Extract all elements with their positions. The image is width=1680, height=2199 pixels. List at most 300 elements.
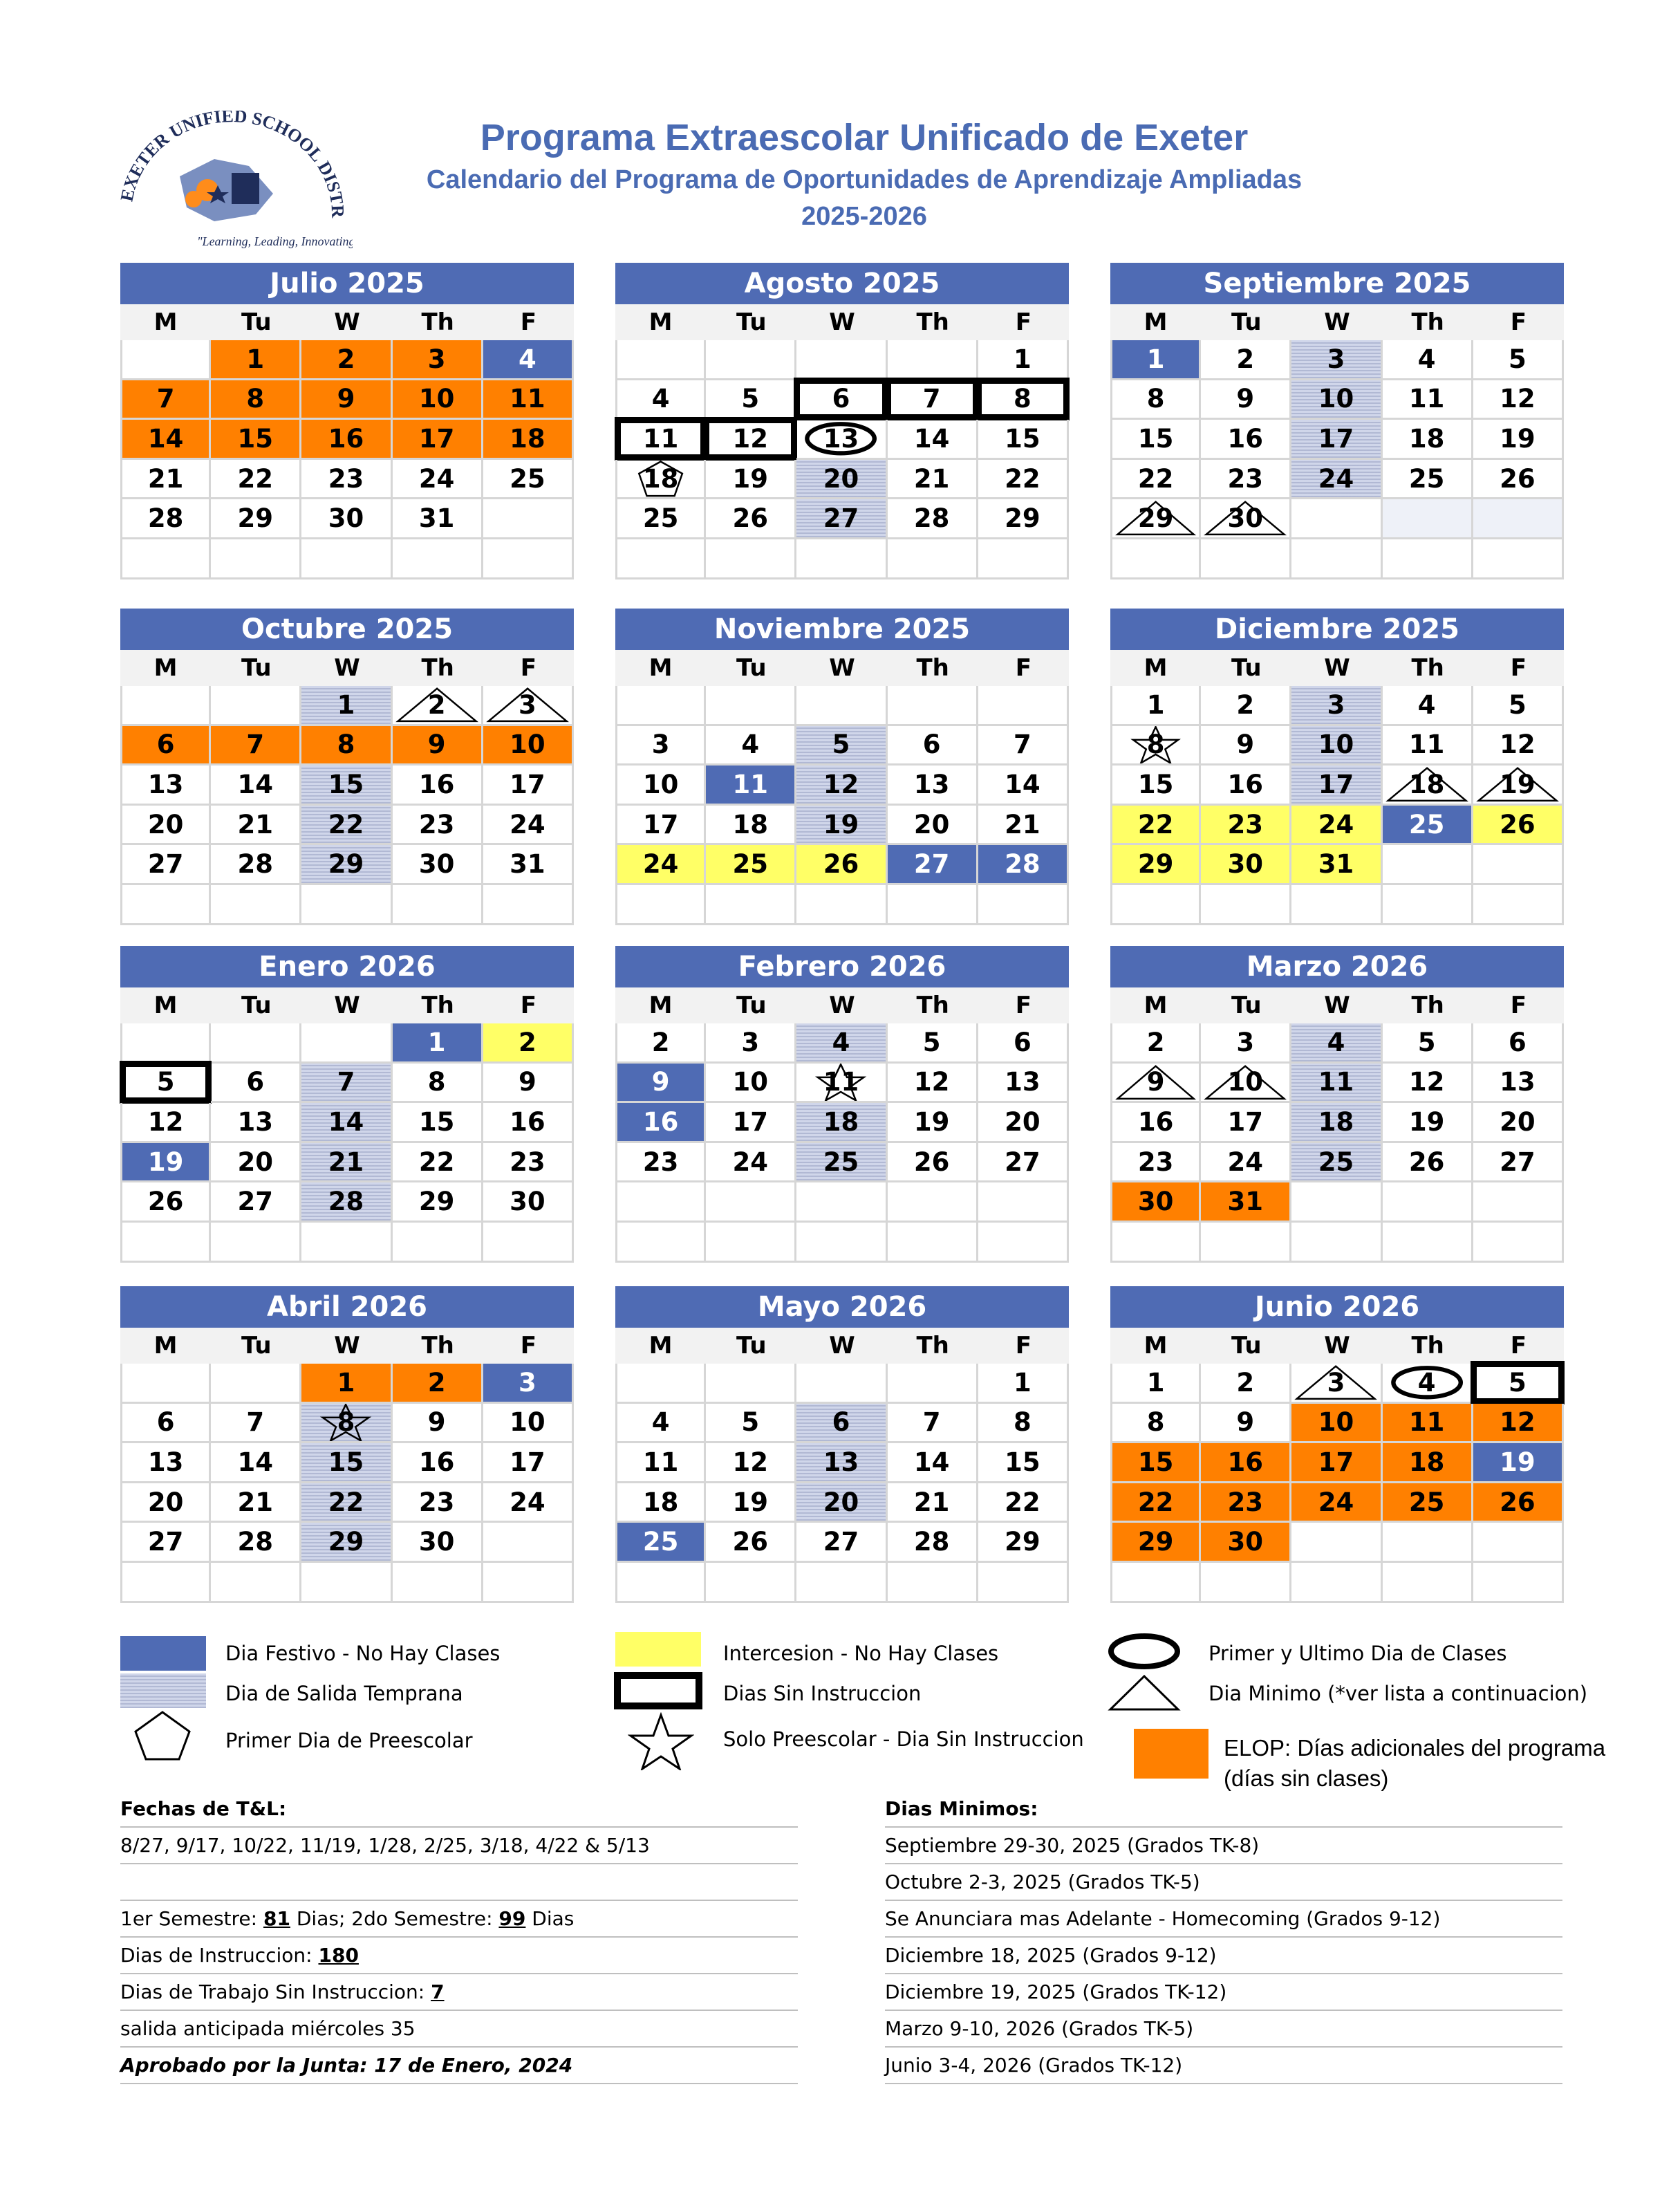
month-title: Agosto 2025 (615, 263, 1069, 304)
weekday-header: Th (393, 1328, 483, 1364)
weekday-header: W (796, 304, 887, 340)
day-cell: 8 (1110, 726, 1201, 766)
weekday-header: M (120, 650, 211, 686)
day-cell: 5 (706, 380, 796, 420)
month-calendar (615, 263, 1069, 579)
day-cell: 2 (393, 686, 483, 726)
empty-cell (615, 1364, 706, 1404)
day-cell: 15 (393, 1103, 483, 1143)
day-cell: 17 (483, 766, 574, 806)
month-calendar (120, 263, 574, 579)
intersession-swatch (615, 1632, 701, 1667)
day-cell: 29 (1110, 1523, 1201, 1563)
weekday-header: M (615, 304, 706, 340)
triangle-icon (1106, 1672, 1182, 1714)
day-cell: 24 (1291, 806, 1382, 846)
tl-dates: 8/27, 9/17, 10/22, 11/19, 1/28, 2/25, 3/18, 4/22 & 5/13 (120, 1828, 798, 1864)
day-cell: 15 (1110, 420, 1201, 460)
day-cell: 10 (483, 726, 574, 766)
day-cell: 13 (888, 766, 978, 806)
empty-cell (615, 1223, 706, 1263)
day-cell: 12 (1473, 1404, 1564, 1444)
day-cell: 2 (615, 1023, 706, 1064)
day-cell: 8 (301, 1404, 392, 1444)
day-cell: 17 (615, 806, 706, 846)
approved-note: Aprobado por la Junta: 17 de Enero, 2024 (120, 2048, 798, 2084)
day-cell: 24 (1201, 1143, 1291, 1183)
day-cell: 24 (706, 1143, 796, 1183)
weekday-header: F (1473, 304, 1564, 340)
month-calendar (1110, 609, 1564, 925)
day-cell: 4 (1383, 340, 1473, 380)
day-cell: 6 (120, 1404, 211, 1444)
weekday-header: M (120, 304, 211, 340)
empty-cell (978, 885, 1069, 925)
day-cell: 26 (796, 845, 887, 885)
weekday-header: Th (1383, 987, 1473, 1023)
empty-cell (1473, 539, 1564, 579)
empty-cell (1110, 885, 1201, 925)
month-title: Junio 2026 (1110, 1286, 1564, 1328)
day-cell: 12 (706, 1443, 796, 1483)
day-cell: 7 (978, 726, 1069, 766)
day-cell: 3 (706, 1023, 796, 1064)
day-cell: 5 (888, 1023, 978, 1064)
day-cell: 16 (393, 766, 483, 806)
day-cell: 23 (1201, 806, 1291, 846)
minimum-days-list (885, 1791, 1562, 2084)
school-year: 2025-2026 (801, 202, 927, 231)
weekday-header: Th (393, 650, 483, 686)
day-cell: 4 (706, 726, 796, 766)
weekday-header: F (978, 987, 1069, 1023)
empty-cell (615, 1182, 706, 1223)
empty-cell (706, 539, 796, 579)
day-cell: 9 (1201, 726, 1291, 766)
day-cell: 23 (1110, 1143, 1201, 1183)
day-cell: 21 (888, 1483, 978, 1523)
day-cell: 5 (1473, 686, 1564, 726)
day-cell: 2 (1110, 1023, 1201, 1064)
empty-cell (393, 1223, 483, 1263)
empty-cell (706, 686, 796, 726)
day-cell: 3 (1201, 1023, 1291, 1064)
day-cell: 24 (483, 806, 574, 846)
empty-cell (120, 1563, 211, 1603)
day-cell: 2 (301, 340, 392, 380)
day-cell: 30 (483, 1182, 574, 1223)
weekday-header: W (796, 650, 887, 686)
day-cell: 20 (978, 1103, 1069, 1143)
day-cell: 29 (301, 1523, 392, 1563)
blank-row (120, 1864, 798, 1901)
empty-cell (1473, 1523, 1564, 1563)
legend-preschool: Primer Dia de Preescolar (225, 1729, 473, 1752)
day-cell: 8 (393, 1064, 483, 1104)
empty-cell (888, 340, 978, 380)
day-cell: 27 (120, 1523, 211, 1563)
empty-cell (1473, 1182, 1564, 1223)
day-cell: 23 (483, 1143, 574, 1183)
day-cell: 11 (796, 1064, 887, 1104)
day-cell: 30 (1110, 1182, 1201, 1223)
legend-first-last: Primer y Ultimo Dia de Clases (1208, 1642, 1507, 1665)
day-cell: 25 (483, 460, 574, 500)
day-cell: 20 (211, 1143, 301, 1183)
day-cell: 18 (483, 420, 574, 460)
weekday-header: W (796, 1328, 887, 1364)
day-cell: 20 (120, 1483, 211, 1523)
day-cell: 19 (706, 460, 796, 500)
empty-cell (301, 885, 392, 925)
day-cell: 24 (393, 460, 483, 500)
day-cell: 1 (1110, 340, 1201, 380)
day-cell: 17 (1201, 1103, 1291, 1143)
empty-cell (483, 499, 574, 539)
minimum-heading: Dias Minimos: (885, 1791, 1562, 1828)
weekday-header: Th (1383, 1328, 1473, 1364)
title-block (297, 114, 1431, 234)
empty-cell (888, 1182, 978, 1223)
weekday-header: Tu (211, 1328, 301, 1364)
day-cell: 1 (1110, 686, 1201, 726)
day-cell: 14 (120, 420, 211, 460)
empty-cell (978, 539, 1069, 579)
empty-cell (211, 1563, 301, 1603)
empty-cell (211, 686, 301, 726)
day-cell: 27 (888, 845, 978, 885)
minimum-item: Se Anunciara mas Adelante - Homecoming (Grados 9-12) (885, 1901, 1562, 1938)
day-cell: 10 (615, 766, 706, 806)
day-cell: 31 (1291, 845, 1382, 885)
weekday-header: F (483, 987, 574, 1023)
empty-cell (483, 539, 574, 579)
month-title: Noviembre 2025 (615, 609, 1069, 650)
day-cell: 20 (796, 460, 887, 500)
day-cell: 10 (706, 1064, 796, 1104)
day-cell: 28 (120, 499, 211, 539)
instruction-days: Dias de Instruccion: 180 (120, 1938, 798, 1974)
empty-cell (301, 539, 392, 579)
empty-cell (888, 885, 978, 925)
day-cell: 17 (483, 1443, 574, 1483)
day-cell: 22 (301, 806, 392, 846)
day-cell: 16 (1201, 420, 1291, 460)
day-cell: 16 (483, 1103, 574, 1143)
day-cell: 26 (1473, 1483, 1564, 1523)
day-cell: 19 (888, 1103, 978, 1143)
legend-minimum: Dia Minimo (*ver lista a continuacion) (1208, 1682, 1588, 1705)
day-cell: 28 (978, 845, 1069, 885)
early-dismissal-swatch (120, 1673, 206, 1708)
month-title: Abril 2026 (120, 1286, 574, 1328)
day-cell: 20 (888, 806, 978, 846)
day-cell: 27 (211, 1182, 301, 1223)
weekday-header: W (1291, 987, 1382, 1023)
empty-cell (1201, 1563, 1291, 1603)
empty-cell (120, 1023, 211, 1064)
weekday-header: Tu (211, 650, 301, 686)
empty-cell (1291, 1182, 1382, 1223)
day-cell: 10 (1201, 1064, 1291, 1104)
empty-cell (1383, 1523, 1473, 1563)
day-cell: 22 (1110, 1483, 1201, 1523)
weekday-header: M (615, 987, 706, 1023)
weekday-header: Tu (706, 987, 796, 1023)
day-cell: 15 (1110, 1443, 1201, 1483)
empty-cell (796, 1223, 887, 1263)
weekday-header: F (483, 1328, 574, 1364)
day-cell: 16 (1201, 1443, 1291, 1483)
day-cell: 14 (888, 1443, 978, 1483)
empty-cell (796, 1182, 887, 1223)
empty-cell (978, 686, 1069, 726)
empty-cell (615, 1563, 706, 1603)
day-cell: 15 (1110, 766, 1201, 806)
empty-cell (1473, 499, 1564, 539)
empty-cell (1383, 885, 1473, 925)
empty-cell (120, 686, 211, 726)
month-calendar (615, 1286, 1069, 1603)
day-cell: 2 (483, 1023, 574, 1064)
day-cell: 9 (615, 1064, 706, 1104)
weekday-header: W (301, 1328, 392, 1364)
day-cell: 3 (1291, 1364, 1382, 1404)
day-cell: 10 (483, 1404, 574, 1444)
weekday-header: M (1110, 1328, 1201, 1364)
day-cell: 18 (615, 460, 706, 500)
empty-cell (1291, 1563, 1382, 1603)
day-cell: 23 (1201, 1483, 1291, 1523)
day-cell: 7 (888, 380, 978, 420)
empty-cell (888, 539, 978, 579)
day-cell: 16 (615, 1103, 706, 1143)
day-cell: 27 (796, 499, 887, 539)
day-cell: 19 (1473, 420, 1564, 460)
day-cell: 22 (1110, 806, 1201, 846)
weekday-header: Tu (1201, 1328, 1291, 1364)
empty-cell (1291, 539, 1382, 579)
day-cell: 3 (1291, 686, 1382, 726)
day-cell: 23 (615, 1143, 706, 1183)
day-cell: 17 (1291, 766, 1382, 806)
day-cell: 12 (120, 1103, 211, 1143)
weekday-header: M (1110, 987, 1201, 1023)
day-cell: 28 (301, 1182, 392, 1223)
weekday-header: Tu (706, 650, 796, 686)
no-instruction-box-icon (614, 1672, 702, 1709)
oval-icon (1106, 1631, 1182, 1672)
day-cell: 31 (1201, 1182, 1291, 1223)
day-cell: 28 (888, 499, 978, 539)
day-cell: 25 (1291, 1143, 1382, 1183)
empty-cell (120, 1364, 211, 1404)
day-cell: 18 (1383, 1443, 1473, 1483)
day-cell: 29 (211, 499, 301, 539)
early-note: salida anticipada miércoles 35 (120, 2011, 798, 2048)
empty-cell (120, 539, 211, 579)
day-cell: 18 (1383, 766, 1473, 806)
day-cell: 1 (211, 340, 301, 380)
day-cell: 21 (301, 1143, 392, 1183)
day-cell: 25 (706, 845, 796, 885)
empty-cell (706, 1182, 796, 1223)
empty-cell (483, 1523, 574, 1563)
empty-cell (796, 686, 887, 726)
weekday-header: Tu (706, 304, 796, 340)
day-cell: 11 (1383, 726, 1473, 766)
day-cell: 1 (301, 1364, 392, 1404)
day-cell: 25 (615, 499, 706, 539)
weekday-header: Tu (1201, 650, 1291, 686)
empty-cell (483, 1563, 574, 1603)
day-cell: 5 (1473, 1364, 1564, 1404)
month-calendar (615, 609, 1069, 925)
day-cell: 27 (796, 1523, 887, 1563)
day-cell: 30 (301, 499, 392, 539)
month-calendar (615, 946, 1069, 1263)
weekday-header: F (1473, 1328, 1564, 1364)
day-cell: 30 (1201, 499, 1291, 539)
legend-no-instruction: Dias Sin Instruccion (723, 1682, 922, 1705)
day-cell: 3 (393, 340, 483, 380)
day-cell: 1 (978, 1364, 1069, 1404)
empty-cell (978, 1182, 1069, 1223)
day-cell: 10 (393, 380, 483, 420)
day-cell: 27 (978, 1143, 1069, 1183)
day-cell: 14 (211, 766, 301, 806)
month-calendar (1110, 263, 1564, 579)
empty-cell (615, 340, 706, 380)
day-cell: 16 (1110, 1103, 1201, 1143)
empty-cell (706, 1563, 796, 1603)
day-cell: 13 (978, 1064, 1069, 1104)
empty-cell (1110, 1563, 1201, 1603)
weekday-header: F (483, 650, 574, 686)
day-cell: 21 (978, 806, 1069, 846)
day-cell: 23 (393, 806, 483, 846)
empty-cell (888, 1223, 978, 1263)
day-cell: 20 (796, 1483, 887, 1523)
day-cell: 22 (211, 460, 301, 500)
day-cell: 30 (393, 1523, 483, 1563)
day-cell: 31 (483, 845, 574, 885)
weekday-header: Tu (706, 1328, 796, 1364)
empty-cell (393, 885, 483, 925)
empty-cell (393, 539, 483, 579)
day-cell: 6 (1473, 1023, 1564, 1064)
day-cell: 14 (211, 1443, 301, 1483)
day-cell: 22 (978, 460, 1069, 500)
day-cell: 9 (301, 380, 392, 420)
empty-cell (1291, 1223, 1382, 1263)
empty-cell (1473, 1563, 1564, 1603)
tl-info (120, 1791, 798, 2084)
month-calendar (1110, 946, 1564, 1263)
day-cell: 8 (301, 726, 392, 766)
day-cell: 9 (483, 1064, 574, 1104)
day-cell: 13 (796, 420, 887, 460)
day-cell: 21 (888, 460, 978, 500)
empty-cell (706, 1223, 796, 1263)
day-cell: 11 (1383, 1404, 1473, 1444)
day-cell: 11 (1383, 380, 1473, 420)
day-cell: 7 (888, 1404, 978, 1444)
weekday-header: Tu (211, 987, 301, 1023)
pentagon-icon (131, 1708, 194, 1763)
day-cell: 27 (1473, 1143, 1564, 1183)
empty-cell (796, 340, 887, 380)
empty-cell (796, 885, 887, 925)
day-cell: 29 (1110, 845, 1201, 885)
day-cell: 12 (1473, 726, 1564, 766)
empty-cell (1383, 499, 1473, 539)
page-subtitle: Calendario del Programa de Oportunidades de Aprendizaje Ampliadas (426, 165, 1303, 194)
empty-cell (888, 1563, 978, 1603)
elop-swatch (1134, 1729, 1208, 1779)
day-cell: 16 (301, 420, 392, 460)
weekday-header: F (978, 650, 1069, 686)
day-cell: 7 (211, 726, 301, 766)
empty-cell (706, 1364, 796, 1404)
legend-preschool-only: Solo Preescolar - Dia Sin Instruccion (723, 1727, 1084, 1751)
empty-cell (706, 340, 796, 380)
day-cell: 7 (120, 380, 211, 420)
weekday-header: W (1291, 304, 1382, 340)
empty-cell (211, 1364, 301, 1404)
empty-cell (1201, 1223, 1291, 1263)
day-cell: 4 (1291, 1023, 1382, 1064)
weekday-header: M (120, 987, 211, 1023)
day-cell: 8 (1110, 380, 1201, 420)
day-cell: 4 (1383, 686, 1473, 726)
day-cell: 12 (1383, 1064, 1473, 1104)
empty-cell (1110, 539, 1201, 579)
day-cell: 12 (1473, 380, 1564, 420)
day-cell: 26 (706, 1523, 796, 1563)
day-cell: 13 (1473, 1064, 1564, 1104)
day-cell: 8 (211, 380, 301, 420)
day-cell: 19 (120, 1143, 211, 1183)
weekday-header: Th (1383, 650, 1473, 686)
day-cell: 8 (1110, 1404, 1201, 1444)
day-cell: 26 (706, 499, 796, 539)
weekday-header: Th (888, 987, 978, 1023)
day-cell: 13 (120, 766, 211, 806)
empty-cell (301, 1223, 392, 1263)
day-cell: 29 (393, 1182, 483, 1223)
day-cell: 11 (615, 1443, 706, 1483)
day-cell: 19 (706, 1483, 796, 1523)
weekday-header: F (1473, 987, 1564, 1023)
day-cell: 3 (1291, 340, 1382, 380)
weekday-header: Tu (211, 304, 301, 340)
day-cell: 17 (706, 1103, 796, 1143)
day-cell: 6 (796, 380, 887, 420)
empty-cell (615, 885, 706, 925)
day-cell: 6 (888, 726, 978, 766)
day-cell: 2 (1201, 686, 1291, 726)
empty-cell (211, 1223, 301, 1263)
day-cell: 29 (1110, 499, 1201, 539)
day-cell: 9 (1110, 1064, 1201, 1104)
day-cell: 25 (1383, 806, 1473, 846)
day-cell: 27 (120, 845, 211, 885)
day-cell: 21 (211, 806, 301, 846)
day-cell: 29 (301, 845, 392, 885)
day-cell: 14 (301, 1103, 392, 1143)
day-cell: 23 (393, 1483, 483, 1523)
